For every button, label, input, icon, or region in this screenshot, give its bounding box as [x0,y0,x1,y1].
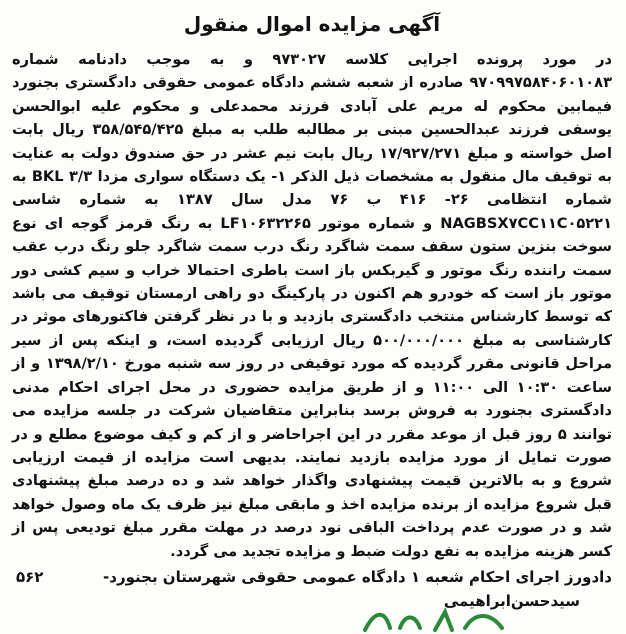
notice-footer [12,565,612,613]
handwritten-mark [360,600,510,634]
reference-code: ۵۶۲ [16,567,44,586]
signature-row [12,565,612,589]
signer-name: سیدحسن‌ابراهیمی [443,591,580,610]
notice-body: در مورد پرونده اجرایی کلاسه ۹۷۳۰۲۷ و به موجب دادنامه شماره ۹۷۰۹۹۷۵۸۴۰۶۰۱۰۸۳ صادره از شعبه ششم دادگاه عمومی حقوقی دادگستری بجنورد فیمابین محکوم له مریم علی آبادی فرزند محمدعلی و محکوم علیه ابوالحسن یوسفی فرزند عبدالحسین مبنی بر مطالبه طلب به مبلغ ۳۵۸/۵۴۵/۴۲۵ ریال بابت اصل خواسته و مبلغ ۱۷/۹۲۷/۲۷۱ ریال بابت نیم عشر در حق صندوق دولت به عنایت به توقیف مال منقول به مشخصات ذیل الذکر ۱- یک دستگاه سواری مزدا BKL ۳/۳ به شماره انتظامی ۲۶- ۴۱۶ ب ۷۶ مدل سال ۱۳۸۷ به شماره شاسی NAGBSX۷CC۱۱C۰۵۲۲۱ و شماره موتور LF۱۰۶۳۲۲۶۵ به رنگ قرمز گوجه ای نوع سوخت بنزین ستون سقف سمت شاگرد رنگ درب سمت شاگرد جلو رنگ درب عقب سمت راننده رنگ موتور و گیربکس باز است باطری احتمالا خراب و سیم کشی دور موتور باز است که خودرو هم اکنون در پارکینگ دو راهی ارمستان توقیف می باشد که توسط کارشناس منتخب دادگستری بازدید و با در نظر گرفتن فاکتورهای موثر در کارشناسی به مبلغ ۵۰۰/۰۰۰/۰۰۰ ریال ارزیابی گردیده است، و اینکه پس از سیر مراحل قانونی مقرر گردیده که مورد توقیفی در روز سه شنبه مورخ ۱۳۹۸/۲/۱۰ و از ساعت ۱۰:۳۰ الی ۱۱:۰۰ و از طریق مزایده حضوری در محل اجرای احکام مدنی دادگستری بجنورد به فروش برسد بنابراین متقاضیان شرکت در جلسه مزایده می توانند ۵ روز قبل از موعد مقرر در این اجراحاضر و از کم و کیف موضوع مطلع و در صورت تمایل از مورد مزایده بازدید نمایند. بدیهی است مزایده از قیمت ارزیابی شروع و به بالاترین قیمت پیشنهادی واگذار خواهد شد و ده درصد مبلغ پیشنهادی قبل شروع مزایده از برنده مزایده اخذ و مابقی مبلغ نیز ظرف یک ماه وصول خواهد شد و در صورت عدم پرداخت الباقی نود درصد در مهلت مقرر مبلغ تودیعی پس از کسر هزینه مزایده به نفع دولت ضبط و مزایده تجدید می گردد. [12,51,613,560]
notice-title: آگهی مزایده اموال منقول [183,12,441,36]
signature-line: دادورز اجرای احکام شعبه ۱ دادگاه عمومی حقوقی شهرستان بجنورد- [103,567,612,586]
